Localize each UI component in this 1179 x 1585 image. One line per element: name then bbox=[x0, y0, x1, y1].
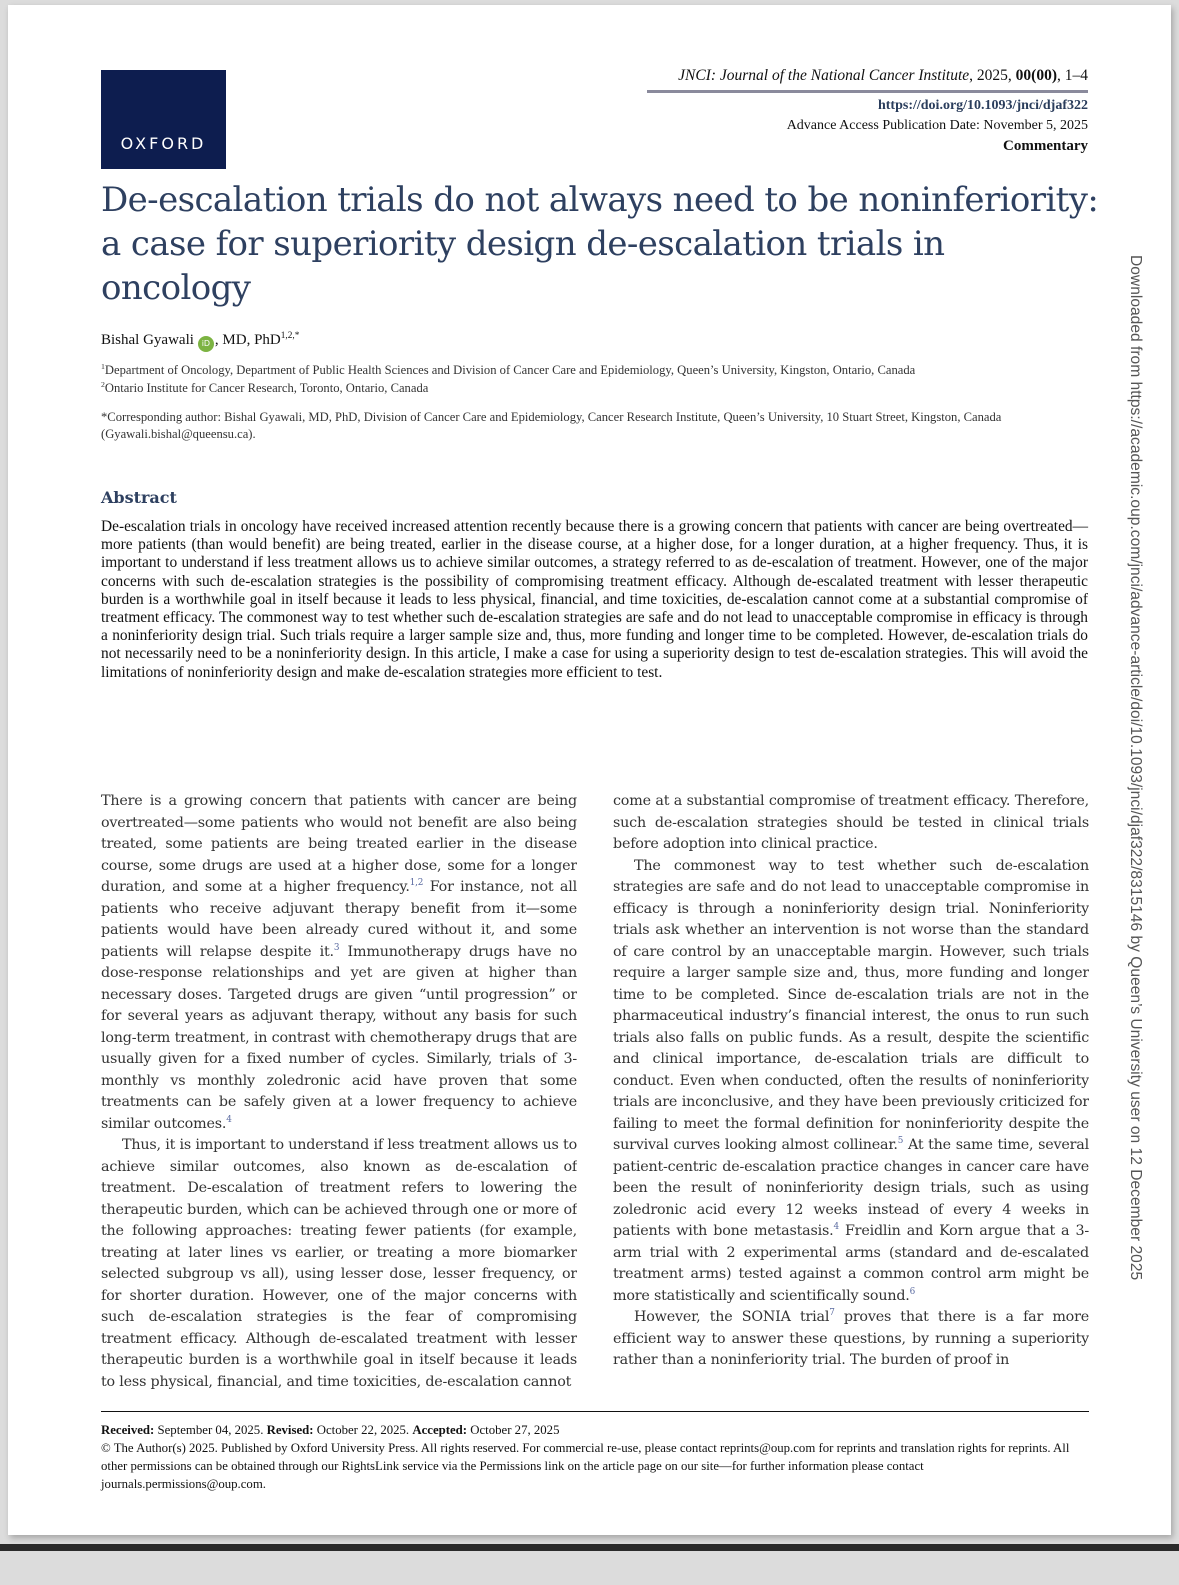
citation-link[interactable]: 1,2 bbox=[409, 878, 424, 889]
doi-link[interactable]: https://doi.org/10.1093/jnci/djaf322 bbox=[877, 98, 1088, 113]
viewer-bottom-bar bbox=[0, 1544, 1179, 1551]
publication-date: Advance Access Publication Date: November 5, 2025 bbox=[786, 118, 1088, 133]
article-title: De-escalation trials do not always need to be noninferiority: a case for superiority design de-escalation trials in oncology bbox=[101, 180, 1099, 308]
citation-link[interactable]: 4 bbox=[833, 1222, 839, 1233]
footer-rule bbox=[101, 1411, 1089, 1412]
paragraph: Thus, it is important to understand if less treatment allows us to achieve similar outcomes, also known as de-escalation of treatment. De-escalation of treatment refers to lowering the therapeutic burden, which can be achieved through one or more of the following approaches: treating fewer patients (for example, treating at later lines vs earlier, or treating a more biomarker selected subgroup vs all), using lesser dose, lesser frequency, or for shorter duration. However, one of the major concerns with such de-escalation strategies is the fear of compromising treatment efficacy. Although de-escalated treatment with lesser therapeutic burden is a worthwhile goal in itself because it leads to less physical, financial, and time toxicities, de-escalation cannot bbox=[101, 1137, 577, 1390]
orcid-icon[interactable]: iD bbox=[198, 336, 214, 352]
history-dates: Received: September 04, 2025. Revised: October 22, 2025. Accepted: October 27, 2025 bbox=[101, 1423, 560, 1437]
header-rule bbox=[647, 90, 1088, 93]
citation-link[interactable]: 7 bbox=[829, 1308, 835, 1319]
affiliation-2: $^2$Ontario Institute for Cancer Research, Toronto, Ontario, Canada bbox=[101, 379, 429, 395]
corresponding-author: *Corresponding author: Bishal Gyawali, MD, PhD, Division of Cancer Care and Epidemiology, Cancer Research Institute, Queen’s University, 10 Stuart Street, Kingston, Canada (Gyawali.bishal@queensu.ca). bbox=[101, 410, 1002, 441]
author-line: Bishal Gyawali iD , MD, PhD$^{1,2,*}$ bbox=[101, 332, 299, 352]
citation-link[interactable]: 3 bbox=[333, 942, 340, 953]
paragraph: However, the SONIA trial$^7$ proves that there is a far more efficient way to answer these questions, by running a superiority rather than a noninferiority trial. The burden of proof in bbox=[613, 1308, 1089, 1368]
affiliation-1: $^1$Department of Oncology, Department of Public Health Sciences and Division of Cancer Care and Epidemiology, Queen’s University, Kingston, Ontario, Canada bbox=[101, 361, 916, 377]
citation-link[interactable]: 4 bbox=[226, 1114, 232, 1125]
abstract-heading: Abstract bbox=[101, 488, 177, 507]
download-watermark: Downloaded from https://academic.oup.com/jnci/advance-article/doi/10.1093/jnci/djaf322/8315146 by Queen’s University user on 12 December 2025 bbox=[1127, 255, 1144, 1281]
copyright-notice: © The Author(s) 2025. Published by Oxford University Press. All rights reserved. For commercial re-use, please contact reprints@oup.com for reprints and translation rights for reprints. All other permissions can be obtained through our RightsLink service via the Permissions link on the article page on our site—for further information please contact journals.permissions@oup.com. bbox=[101, 1441, 1070, 1491]
citation-link[interactable]: 6 bbox=[909, 1286, 916, 1297]
paragraph: There is a growing concern that patients with cancer are being overtreated—some patients who would not benefit are also being treated, some patients are being treated earlier in the disease course, some drugs are used at a higher dose, some for a longer duration, and some at a higher frequency.$^{1,2}$ For instance, not all patients who receive adjuvant therapy benefit from it—some patients would have been already cured without it, and some patients will relapse despite it.$^3$ Immunotherapy drugs have no dose-response relationships and yet are given at higher than necessary doses. Targeted drugs are given “until progression” or for several years as adjuvant therapy, without any basis for such long-term treatment, in contrast with chemotherapy drugs that are usually given for a fixed number of cycles. Similarly, trials of 3-monthly vs monthly zoledronic acid have proven that some treatments can be safely given at a lower frequency to achieve similar outcomes.$^4$ bbox=[101, 793, 577, 1132]
paragraph: come at a substantial compromise of treatment efficacy. Therefore, such de-escalation strategies should be tested in clinical trials before adoption into clinical practice. bbox=[613, 793, 1089, 852]
citation-link[interactable]: 5 bbox=[897, 1136, 904, 1147]
oxford-logo: OXFORD bbox=[101, 70, 226, 169]
abstract-text: De-escalation trials in oncology have received increased attention recently because there is a growing concern that patients with cancer are being overtreated—more patients (than would benefit) are being treated, earlier in the disease course, at a higher dose, for a longer duration, at a higher frequency. Thus, it is important to understand if less treatment allows us to achieve similar outcomes, a strategy referred to as de-escalation of treatment. However, one of the major concerns with such de-escalation strategies is the possibility of compromising treatment efficacy. Although de-escalated treatment with lesser therapeutic burden is a worthwhile goal in itself because it leads to less physical, financial, and time toxicities, de-escalation cannot come at a substantial compromise of treatment efficacy. The commonest way to test whether such de-escalation strategies are safe and do not lead to unacceptable compromise in efficacy is through a noninferiority design trial. Such trials require a larger sample size and, thus, more funding and longer time to be completed. However, de-escalation trials do not necessarily need to be a noninferiority design. In this article, I make a case for using a superiority design to test de-escalation strategies. This will avoid the limitations of noninferiority design and make de-escalation strategies more efficient to test. bbox=[101, 518, 1088, 681]
body-column-left bbox=[101, 791, 577, 1391]
article-type: Commentary bbox=[1003, 138, 1088, 154]
paragraph: The commonest way to test whether such de-escalation strategies are safe and do not lead to unacceptable compromise in efficacy is through a noninferiority design trial. Noninferiority trials ask whether an intervention is not worse than the standard of care control by an unacceptable margin. However, such trials require a larger sample size and, thus, more funding and longer time to be completed. Since de-escalation trials are not in the pharmaceutical industry’s financial interest, the onus to run such trials also falls on public funds. As a result, despite the scientific and clinical importance, de-escalation trials are difficult to conduct. Even when conducted, often the results of noninferiority trials are inconclusive, and they have been previously criticized for failing to meet the formal definition for noninferiority despite the survival curves looking almost collinear.$^5$ At the same time, several patient-centric de-escalation practice changes in cancer care have been the result of noninferiority design trials, such as using zoledronic acid every 12 weeks instead of every 4 weeks in patients with bone metastasis.$^4$ Freidlin and Korn argue that a 3-arm trial with 2 experimental arms (standard and de-escalated treatment arms) tested against a common control arm might be more statistically and scientifically sound.$^6$ bbox=[613, 857, 1089, 1304]
body-column-right bbox=[613, 791, 1089, 1391]
journal-citation: JNCI: Journal of the National Cancer Institute, 2025, 00(00), 1–4 bbox=[678, 67, 1088, 84]
